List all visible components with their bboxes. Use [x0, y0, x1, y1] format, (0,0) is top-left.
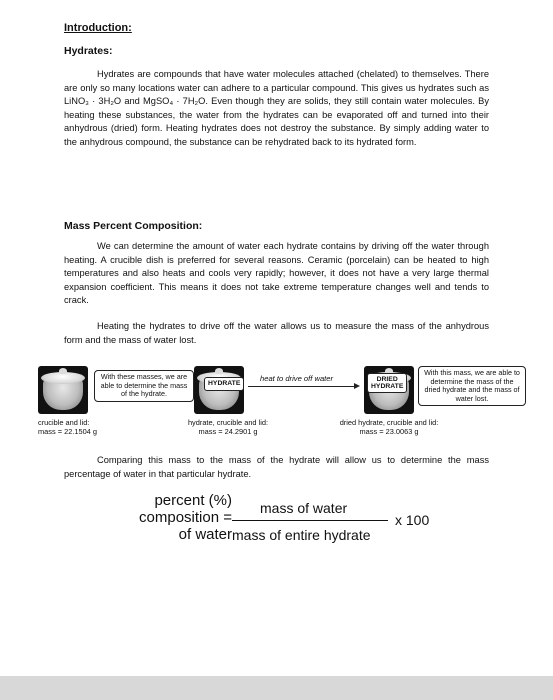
formula-denominator: mass of entire hydrate	[232, 527, 371, 543]
crucible-paragraph: We can determine the amount of water each hydrate contains by driving off the water through heating. A crucible dish is preferred for several reasons. Ceramic (porcelain) can be heated to high temperatures and also heats and cools very rapidly; however, it does not have a very large thermal expansion coefficient. This means it does not take extreme temperature changes well and tends to crack.	[64, 241, 489, 306]
hydrate-mass-label: hydrate, crucible and lid: mass = 24.2901 g	[187, 418, 269, 436]
fraction-bar	[232, 520, 388, 521]
dried-hydrate-tag: DRIED HYDRATE	[367, 373, 407, 393]
percent-composition-formula	[120, 492, 450, 552]
introduction-heading: Introduction:	[64, 22, 132, 34]
hydrate-tag: HYDRATE	[204, 377, 244, 391]
heat-arrow-label: heat to drive off water	[260, 374, 334, 383]
hydrates-paragraph: Hydrates are compounds that have water molecules attached (chelated) to themselves. There are only so many locations water can adhere to a particular compound. This gives us hydrates such as LiNO₃ · 3H₂O and MgSO₄ · 7H₂O. Even though they are solids, they still contain water molecules. By heating these substances, the water from the hydrates can be evaporated off and turned into their anhydrous (dried) form. Heating hydrates does not destroy the substance. By simply adding water to the anhydrous compound, the substance can be rehydrated back to its hydrated form.	[64, 69, 489, 147]
right-callout-box: With this mass, we are able to determine the mass of the dried hydrate and the mass of water lost.	[418, 366, 526, 406]
left-callout-box: With these masses, we are able to determine the mass of the hydrate.	[94, 370, 194, 402]
empty-crucible-image	[38, 366, 88, 414]
formula-numerator: mass of water	[260, 500, 348, 516]
formula-multiplier: x 100	[395, 512, 430, 528]
heat-arrow-line	[248, 386, 356, 387]
heating-paragraph: Heating the hydrates to drive off the water allows us to measure the mass of the anhydrous form and the mass of water lost.	[64, 321, 489, 345]
formula-left-side: percent (%) composition = of water	[139, 492, 232, 543]
dried-mass-label: dried hydrate, crucible and lid: mass = 23.0063 g	[339, 418, 439, 436]
crucible-mass-label: crucible and lid: mass = 22.1504 g	[38, 418, 97, 436]
hydrates-heading: Hydrates:	[64, 45, 113, 57]
arrow-right-icon	[354, 383, 360, 389]
comparison-paragraph: Comparing this mass to the mass of the hydrate will allow us to determine the mass percentage of water in that particular hydrate.	[64, 455, 489, 479]
mass-percent-heading: Mass Percent Composition:	[64, 220, 203, 232]
bottom-scroll-bar	[0, 676, 553, 700]
